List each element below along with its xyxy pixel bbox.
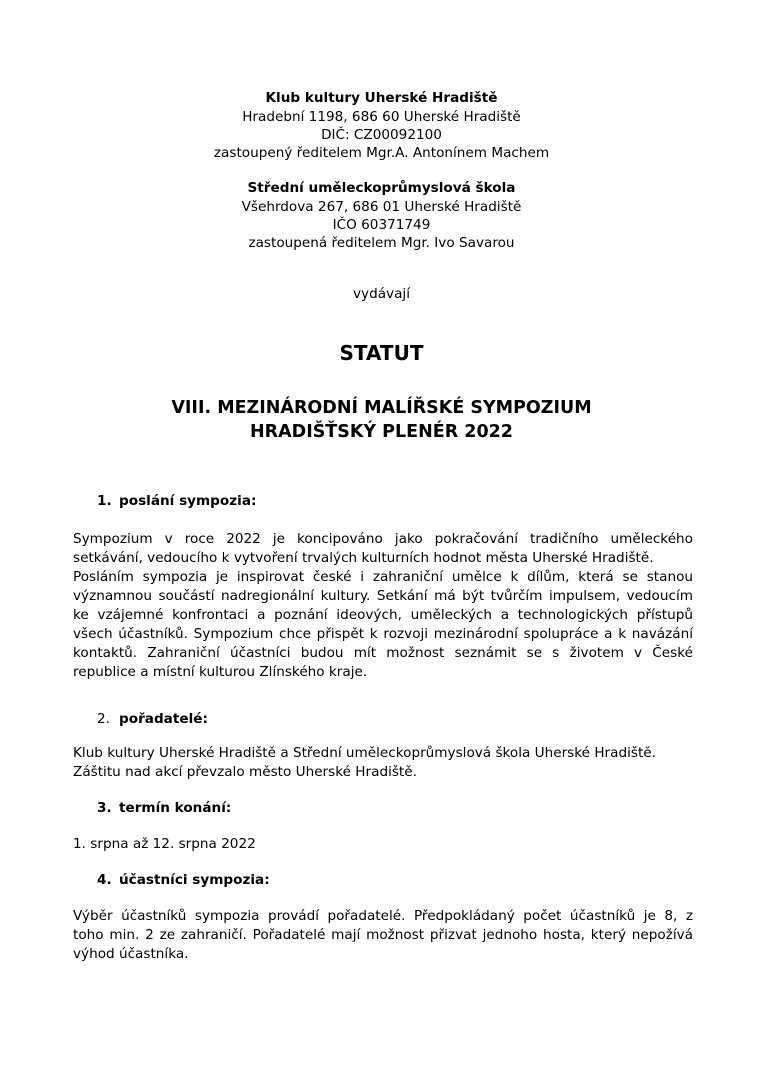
section-1-heading [97,492,256,511]
section-2-body [73,744,693,782]
section-title: termín konání: [119,800,232,816]
org1-represented-by: zastoupený ředitelem Mgr.A. Antonínem Machem [213,145,550,161]
section-3-body [73,835,693,854]
section-title: poslání sympozia: [119,493,257,509]
document-subtitle-line1: VIII. MEZINÁRODNÍ MALÍŘSKÉ SYMPOZIUM [171,398,592,418]
org2-reg-id: IČO 60371749 [332,217,431,233]
paragraph-line: republice a místní kulturou Zlínského kraje. [73,664,368,680]
paragraph-line: kontaktů. Zahraniční účastníci budou mít možnost seznámit se s životem v České [73,645,693,661]
paragraph-line: toho min. 2 ze zahraničí. Pořadatelé mají možnost přizvat jednoho hosta, který nepožívá [73,927,693,943]
org2-address: Všehrdova 267, 686 01 Uherské Hradiště [241,199,522,215]
section-2-heading [97,710,208,729]
document-subtitle-line2: HRADIŠŤSKÝ PLENÉR 2022 [250,422,513,442]
paragraph-line: všech účastníků. Sympozium chce přispět k rozvoji mezinárodní spolupráce a k navázání [73,626,693,642]
org2-represented-by: zastoupená ředitelem Mgr. Ivo Savarou [248,235,515,251]
paragraph-line: Posláním sympozia je inspirovat české i zahraniční umělce k dílům, která se stanou [73,569,693,585]
publish-verb: vydávají [353,286,410,302]
paragraph-line: ke vzájemné konfrontaci a poznání ideových, uměleckých a technologických přístupů [73,607,693,623]
section-number: 1. [97,493,112,509]
paragraph-line: Klub kultury Uherské Hradiště a Střední uměleckoprůmyslová škola Uherské Hradiště. [73,745,656,761]
document-title: STATUT [339,341,424,365]
paragraph-line: výhod účastníka. [73,946,189,962]
paragraph-line: Výběr účastníků sympozia provádí pořadatelé. Předpokládaný počet účastníků je 8, z [73,908,693,924]
paragraph-line: významnou součástí nadregionální kultury. Setkání má být tvůrčím impulsem, vedoucím [73,588,693,604]
section-1-body [73,530,693,682]
section-title: účastníci sympozia: [119,872,270,888]
paragraph-line: setkávání, vedoucího k vytvoření trvalých kulturních hodnot města Uherské Hradiště. [73,550,654,566]
section-3-heading [97,799,231,818]
paragraph-line: 1. srpna až 12. srpna 2022 [73,836,256,852]
section-title: pořadatelé: [119,711,208,727]
section-number: 4. [97,872,112,888]
section-number: 3. [97,800,112,816]
paragraph-line: Sympozium v roce 2022 je koncipováno jako pokračování tradičního uměleckého [73,531,693,547]
paragraph-line: Záštitu nad akcí převzalo město Uherské Hradiště. [73,764,417,780]
org1-address: Hradební 1198, 686 60 Uherské Hradiště [242,109,521,125]
section-4-body [73,907,693,964]
org1-tax-id: DIČ: CZ00092100 [321,127,442,143]
section-number: 2. [97,711,110,727]
org1-name: Klub kultury Uherské Hradiště [265,90,498,106]
org2-name: Střední uměleckoprůmyslová škola [247,180,516,196]
section-4-heading [97,871,270,890]
